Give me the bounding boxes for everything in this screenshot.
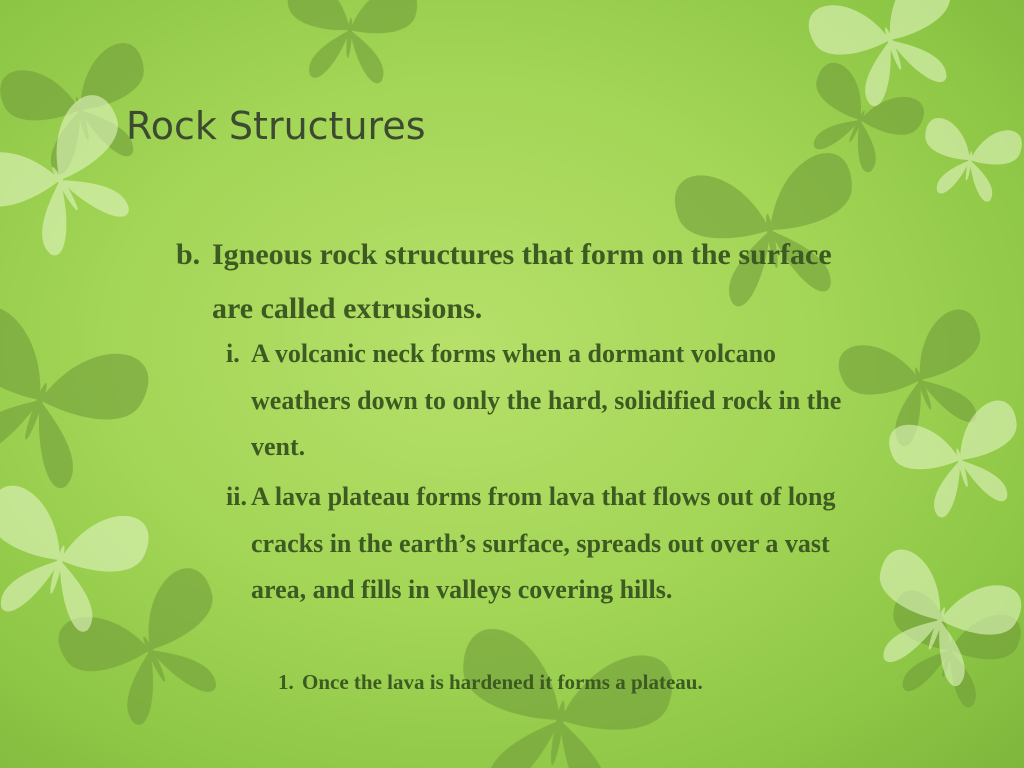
bullet-level-2 — [226, 331, 866, 471]
bullet-marker: i. — [226, 339, 240, 368]
bullet-level-2 — [226, 474, 866, 614]
bullet-level-1 — [176, 228, 856, 336]
bullet-text: Once the lava is hardened it forms a plateau. — [302, 670, 703, 694]
bullet-text: A lava plateau forms from lava that flows out of long cracks in the earth’s surface, spreads out over a vast area, and fills in valleys covering hills. — [251, 482, 836, 604]
bullet-text: Igneous rock structures that form on the surface are called extrusions. — [212, 238, 832, 325]
slide-title: Rock Structures — [126, 104, 426, 148]
bullet-marker: b. — [176, 238, 201, 271]
bullet-text: A volcanic neck forms when a dormant volcano weathers down to only the hard, solidified rock in the vent. — [251, 339, 842, 461]
bullet-level-3 — [278, 667, 878, 697]
bullet-marker: ii. — [226, 482, 247, 511]
bullet-marker: 1. — [278, 670, 294, 694]
